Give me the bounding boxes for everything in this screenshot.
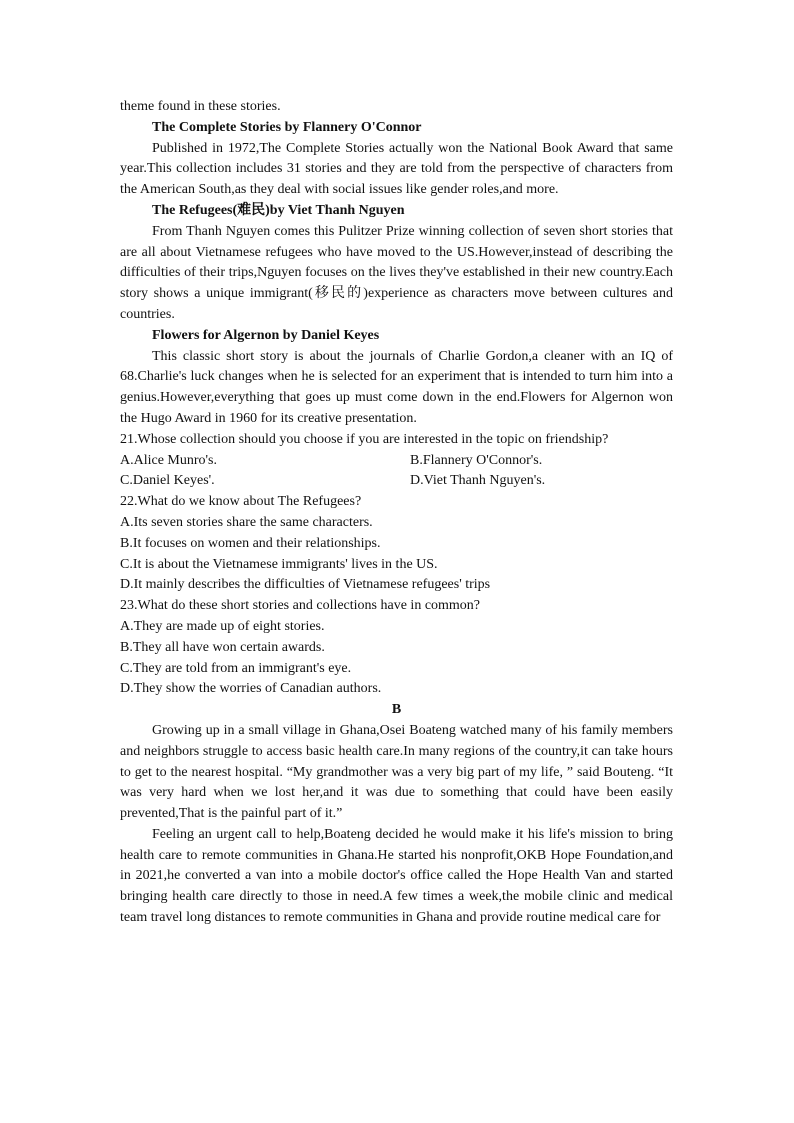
question-21-option-a: A.Alice Munro's. (120, 452, 218, 468)
question-21-option-c: C.Daniel Keyes'. (120, 473, 215, 489)
question-22-option-b: B.It focuses on women and their relationships. (120, 535, 381, 551)
question-21-options-row1 (120, 451, 673, 472)
book-title-nguyen: The Refugees(难民)by Viet Thanh Nguyen (152, 202, 405, 218)
book-text-nguyen: From Thanh Nguyen comes this Pulitzer Prize winning collection of seven short stories that are all about Vietnamese refugees who have moved to the US.However,instead of describing the difficulties of their trips,Nguyen focuses on the lives they've established in their new country.Each story shows a unique immigrant(移民的)experience as characters move between cultures and countries. (120, 223, 673, 322)
passage-b-paragraph-2: Feeling an urgent call to help,Boateng decided he would make it his life's mission to bring health care to remote communities in Ghana.He started his nonprofit,OKB Hope Foundation,and in 2021,he converted a van into a mobile doctor's office called the Hope Health Van and started bringing health care directly to those in need.A few times a week,the mobile clinic and medical team travel long distances to remote communities in Ghana and provide routine medical care for (120, 826, 673, 926)
question-21-option-b: B.Flannery O'Connor's. (410, 452, 543, 468)
question-23-option-c: C.They are told from an immigrant's eye. (120, 660, 352, 676)
passage-b-paragraph-1: Growing up in a small village in Ghana,Osei Boateng watched many of his family members and neighbors struggle to access basic health care.In many regions of the country,it can take hours to get to the nearest hospital. “My grandmother was a very big part of my life, ” said Bouteng. “It was very hard when we lost her,and it was due to something that could have been easily prevented,That is the painful part of it.” (120, 722, 673, 822)
book-title-keyes: Flowers for Algernon by Daniel Keyes (152, 327, 380, 343)
question-22-option-a: A.Its seven stories share the same characters. (120, 514, 373, 530)
book-text-keyes: This classic short story is about the journals of Charlie Gordon,a cleaner with an IQ of 68.Charlie's luck changes when he is selected for an experiment that is intended to turn him into a genius.However,everything that goes up must come down in the end.Flowers for Algernon won the Hugo Award in 1960 for its creative presentation. (120, 348, 673, 426)
book-text-oconnor: Published in 1972,The Complete Stories actually won the National Book Award that same year.This collection includes 31 stories and they are told from the perspective of characters from the American South,as they deal with social issues like gender roles,and more. (120, 140, 673, 198)
intro-tail: theme found in these stories. (120, 99, 281, 114)
book-title-oconnor: The Complete Stories by Flannery O'Connor (152, 119, 422, 135)
question-22-option-d: D.It mainly describes the difficulties of Vietnamese refugees' trips (120, 577, 491, 593)
question-21-stem: 21.Whose collection should you choose if you are interested in the topic on friendship? (120, 431, 609, 447)
question-23-option-a: A.They are made up of eight stories. (120, 618, 325, 634)
question-22-stem: 22.What do we know about The Refugees? (120, 494, 362, 510)
question-23-option-d: D.They show the worries of Canadian authors. (120, 681, 382, 697)
question-21-options-row2 (120, 471, 673, 492)
question-23-stem: 23.What do these short stories and collections have in common? (120, 598, 481, 614)
question-23-option-b: B.They all have won certain awards. (120, 639, 325, 655)
question-21-option-d: D.Viet Thanh Nguyen's. (410, 473, 546, 489)
question-22-option-c: C.It is about the Vietnamese immigrants' lives in the US. (120, 556, 438, 572)
passage-b-heading: B (391, 702, 402, 718)
document-page (120, 97, 673, 929)
